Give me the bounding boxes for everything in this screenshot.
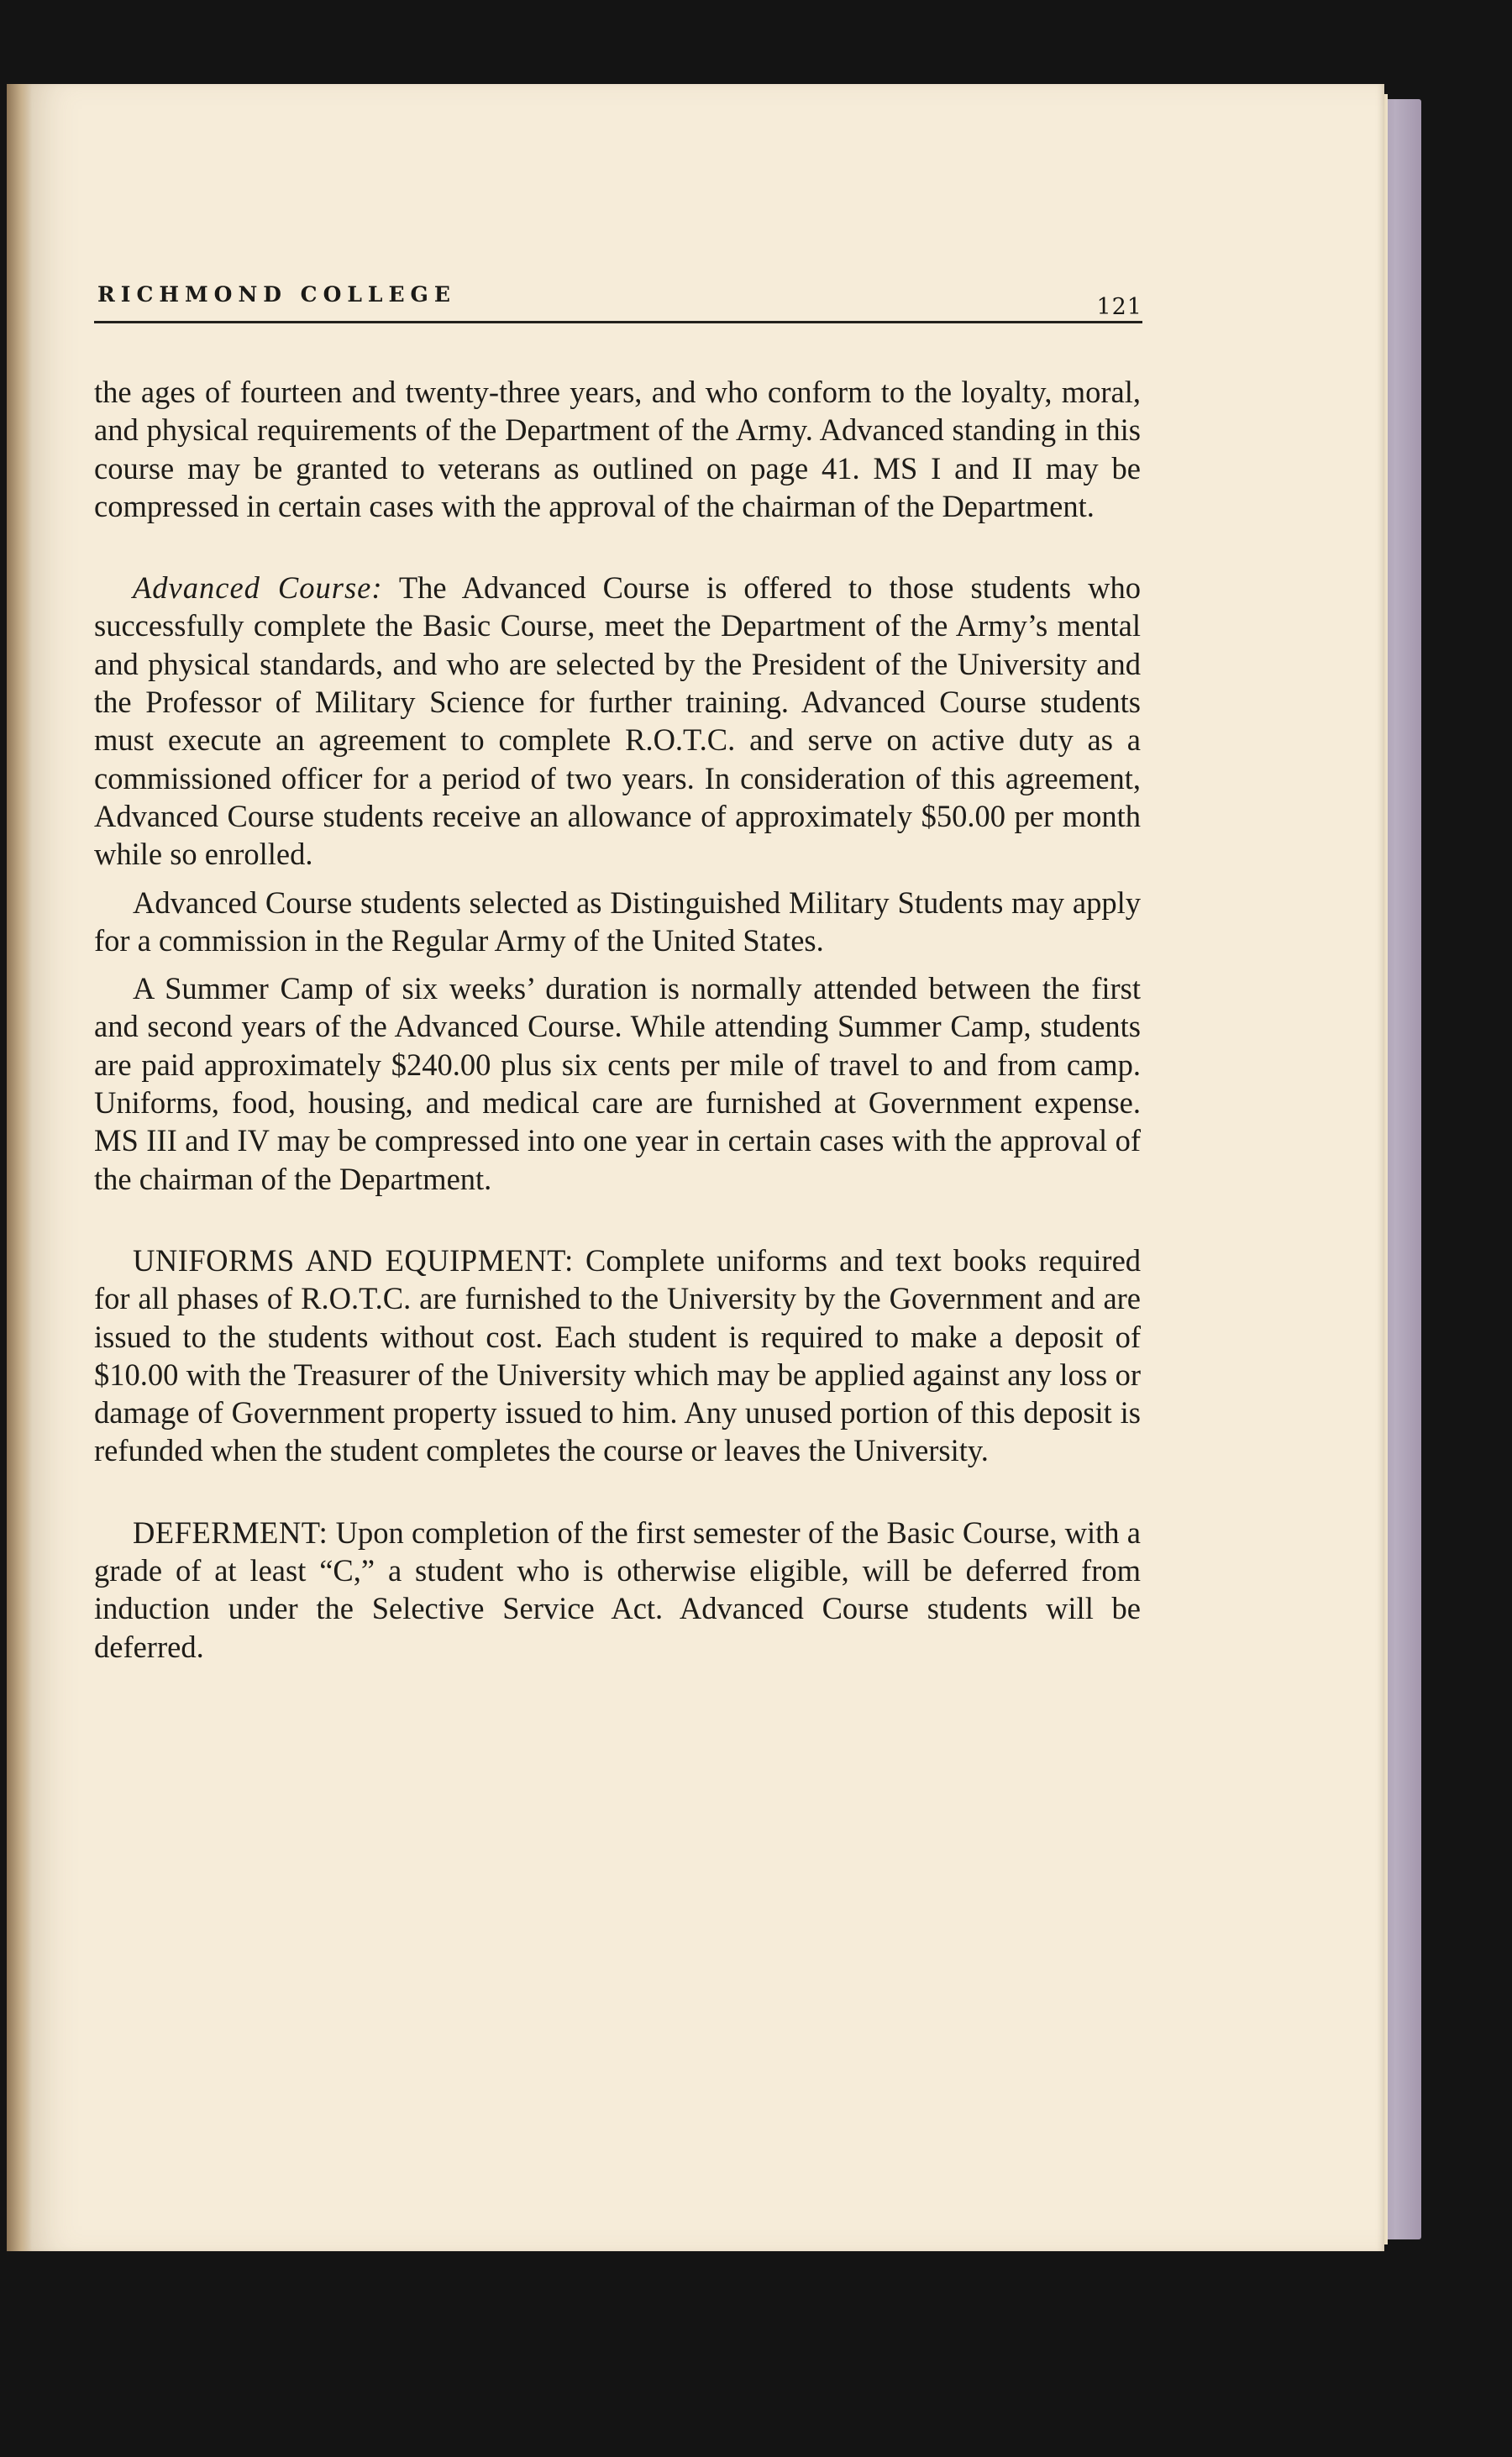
- page-gutter-shadow: [7, 84, 32, 2251]
- body-text: [94, 373, 1141, 1666]
- paragraph-advanced-course: [94, 569, 1141, 873]
- paragraph-summer-camp: A Summer Camp of six weeks’ duration is normally attended between the first and second years of the Advanced Course. While attending Summer Camp, students are paid approximately $240.00 plus six cents per mile of travel to and from camp. Uniforms, food, housing, and medical care are furnished at Government expense. MS III and IV may be compressed into one year in certain cases with the approval of the chairman of the Department.: [94, 971, 1141, 1196]
- paragraph-deferment: [94, 1514, 1141, 1666]
- advanced-course-text: The Advanced Course is offered to those students who successfully complete the Basic Course, meet the Department of the Army’s mental and physical standards, and who are selected by the President of the University and the Professor of Military Science for further training. Advanced Course students must execute an agreement to complete R.O.T.C. and serve on active duty as a commissioned officer for a period of two years. In consideration of this agreement, Advanced Course students receive an allowance of approximately $50.00 per month while so enrolled.: [94, 570, 1141, 872]
- deferment-text: Upon completion of the first semester of the Basic Course, with a grade of at least “C,” a student who is otherwise eligible, will be deferred from induction under the Selective Service Act. Advanced Course students will be deferred.: [94, 1515, 1141, 1664]
- uniforms-text: Complete uniforms and text books required for all phases of R.O.T.C. are furnished to the University by the Government and are issued to the students without cost. Each student is required to make a deposit of $10.00 with the Treasurer of the University which may be applied against any loss or damage of Government property issued to him. Any unused portion of this deposit is refunded when the student completes the course or leaves the University.: [94, 1242, 1142, 1468]
- page-number: 121: [1096, 294, 1142, 320]
- running-head: [94, 282, 1142, 321]
- deferment-heading: DEFERMENT:: [133, 1515, 328, 1550]
- running-head-title: RICHMOND COLLEGE: [97, 282, 456, 307]
- paragraph-basic-course-continued: the ages of fourteen and twenty-three years, and who conform to the loyalty, moral, and physical requirements of the Department of the Army. Advanced standing in this course may be granted to veterans as outlined on page 41. MS I and II may be compressed in certain cases with the approval of the chairman of the Department.: [94, 375, 1141, 523]
- paragraph-uniforms: [94, 1242, 1141, 1470]
- header-rule: [94, 321, 1142, 323]
- uniforms-heading: UNIFORMS AND EQUIPMENT:: [133, 1242, 574, 1278]
- paragraph-distinguished-students: Advanced Course students selected as Distinguished Military Students may apply for a commission in the Regular Army of the United States.: [94, 885, 1141, 958]
- advanced-course-heading: Advanced Course:: [133, 570, 383, 606]
